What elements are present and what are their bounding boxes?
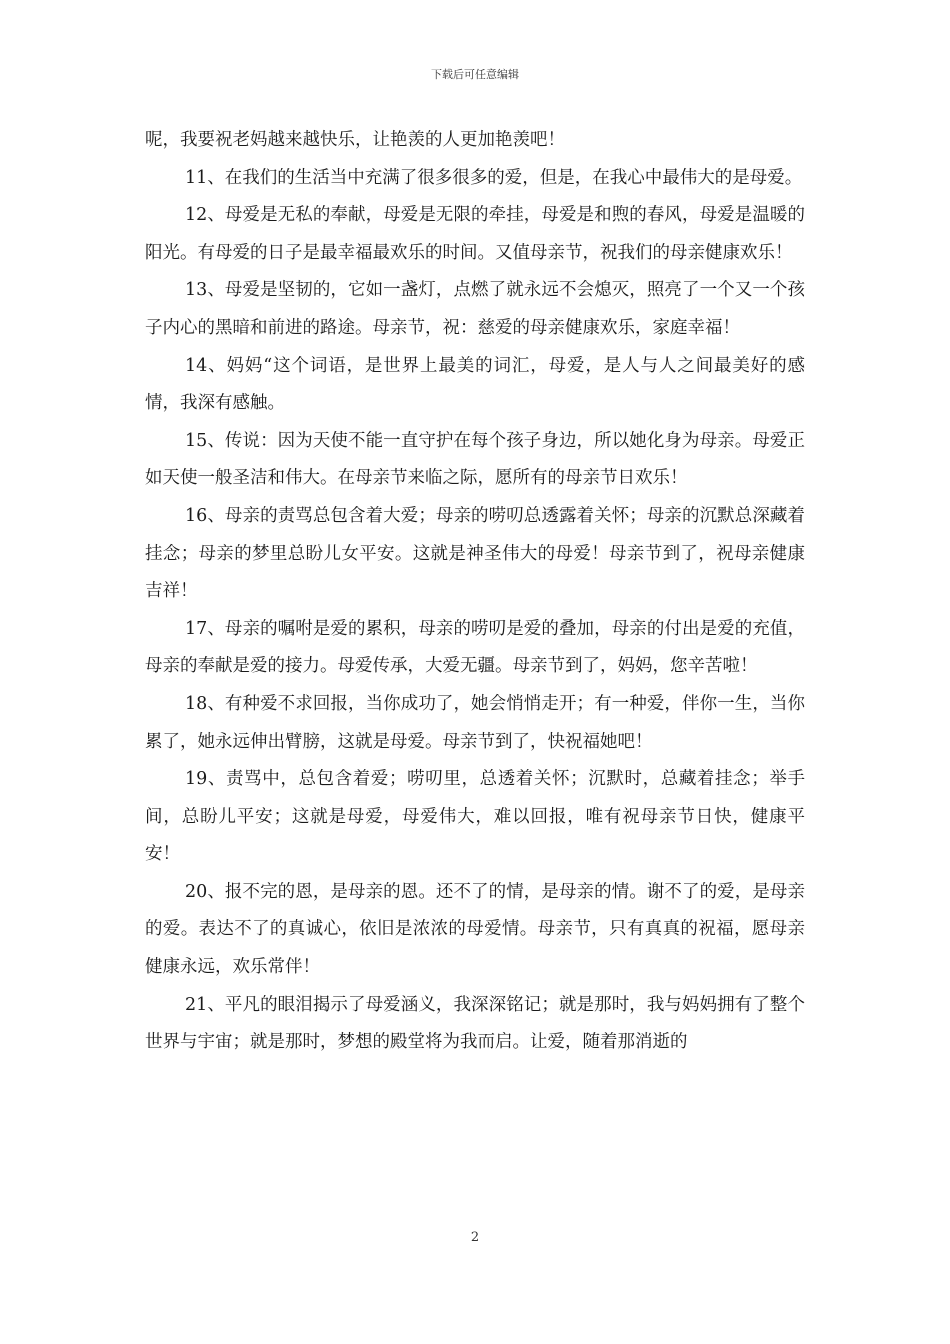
document-body — [145, 122, 805, 1062]
paragraph-15: 15、传说：因为天使不能一直守护在每个孩子身边，所以她化身为母亲。母爱正如天使一般圣洁和伟大。在母亲节来临之际，愿所有的母亲节日欢乐！ — [145, 430, 805, 489]
paragraph-11: 11、在我们的生活当中充满了很多很多的爱，但是，在我心中最伟大的是母爱。 — [185, 167, 803, 188]
paragraph-13: 13、母爱是坚韧的，它如一盏灯，点燃了就永远不会熄灭，照亮了一个又一个孩子内心的黑暗和前进的路途。母亲节，祝：慈爱的母亲健康欢乐，家庭幸福！ — [145, 280, 805, 338]
paragraph-20: 20、报不完的恩，是母亲的恩。还不了的情，是母亲的情。谢不了的爱，是母亲的爱。表达不了的真诚心，依旧是浓浓的母爱情。母亲节，只有真真的祝福，愿母亲健康永远，欢乐常伴！ — [145, 881, 805, 978]
paragraph-12: 12、母爱是无私的奉献，母爱是无限的牵挂，母爱是和煦的春风，母爱是温暖的阳光。有母爱的日子是最幸福最欢乐的时间。又值母亲节，祝我们的母亲健康欢乐！ — [145, 205, 805, 263]
paragraph-16: 16、母亲的责骂总包含着大爱；母亲的唠叨总透露着关怀；母亲的沉默总深藏着挂念；母亲的梦里总盼儿女平安。这就是神圣伟大的母爱！母亲节到了，祝母亲健康吉祥！ — [145, 505, 805, 602]
page-header: 下载后可任意编辑 — [431, 68, 519, 81]
page-number: 2 — [470, 1230, 480, 1245]
paragraph-17: 17、母亲的嘱咐是爱的累积，母亲的唠叨是爱的叠加，母亲的付出是爱的充值，母亲的奉献是爱的接力。母爱传承，大爱无疆。母亲节到了，妈妈，您辛苦啦！ — [145, 618, 805, 677]
paragraph-continuation: 呢，我要祝老妈越来越快乐，让艳羡的人更加艳羡吧！ — [145, 130, 565, 150]
paragraph-21: 21、平凡的眼泪揭示了母爱涵义，我深深铭记；就是那时，我与妈妈拥有了整个世界与宇宙；就是那时，梦想的殿堂将为我而启。让爱，随着那消逝的 — [145, 994, 805, 1053]
paragraph-18: 18、有种爱不求回报，当你成功了，她会悄悄走开；有一种爱，伴你一生，当你累了，她永远伸出臂膀，这就是母爱。母亲节到了，快祝福她吧！ — [145, 693, 805, 752]
paragraph-14: 14、妈妈“这个词语，是世界上最美的词汇，母爱，是人与人之间最美好的感情，我深有感触。 — [145, 355, 805, 414]
paragraph-19: 19、责骂中，总包含着爱；唠叨里，总透着关怀；沉默时，总藏着挂念；举手间，总盼儿平安；这就是母爱，母爱伟大，难以回报，唯有祝母亲节日快，健康平安！ — [145, 769, 805, 865]
